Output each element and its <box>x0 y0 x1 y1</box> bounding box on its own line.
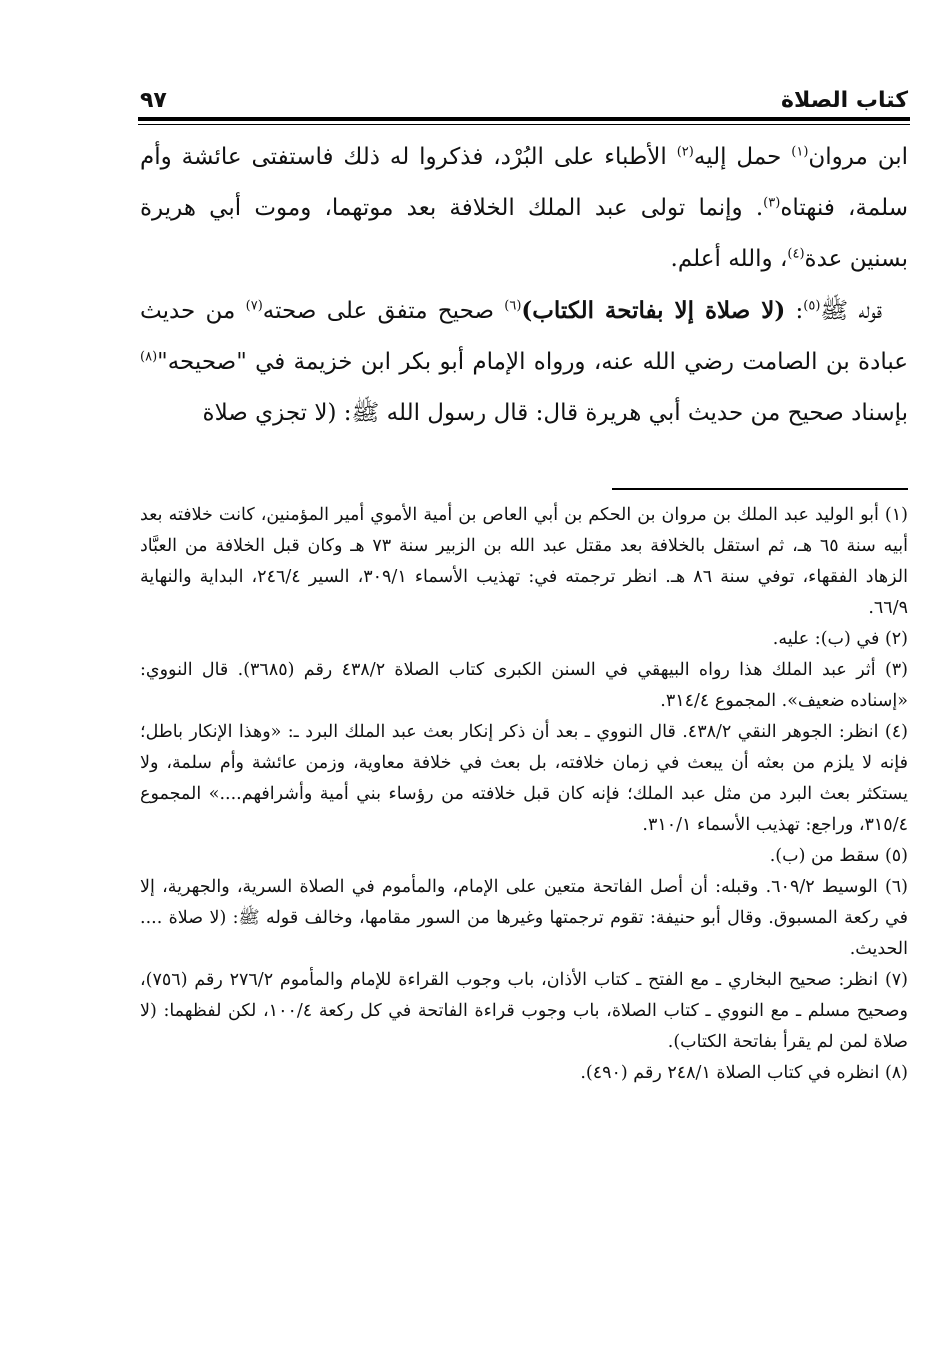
footnote-text: أبو الوليد عبد الملك بن مروان بن الحكم بن أبي العاص بن أمية الأموي أمير المؤمنين، كانت خلافته بعد أبيه سنة ٦٥ هـ، ثم استقل بالخلافة بعد مقتل عبد الله بن الزبير سنة ٧٣ هـ وكان قبل الخلافة من العبَّاد الزهاد الفقهاء، توفي سنة ٨٦ هـ. انظر ترجمته في: تهذيب الأسماء ٣٠٩/١، السير ٢٤٦/٤، البداية والنهاية ٦٦/٩. <box>140 505 908 618</box>
footnote-text: سقط من (ب). <box>769 846 880 866</box>
footnote-number: (١) <box>884 505 908 525</box>
footnote-text: انظر: الجوهر النقي ٤٣٨/٢. قال النووي ـ بعد أن ذكر إنكار بعث عبد الملك البرد ـ: «وهذا الإنكار باطل؛ فإنه لا يلزم من بعثه أن يبعث في زمان خلافته، بل بعث في خلافة معاوية، وزمن عائشة وأم سلمة، ولا يستكثر بعث البرد من مثل عبد الملك؛ فإنه كان قبل خلافته من رؤساء بني أمية وأشرافهم....» المجموع ٣١٥/٤، وراجع: تهذيب الأسماء ٣١٠/١. <box>140 722 908 835</box>
header-rule-thin <box>138 124 910 125</box>
footnote-text: الوسيط ٦٠٩/٢. وقبله: أن أصل الفاتحة متعين على الإمام، والمأموم في الصلاة السرية، والجهرية، إلا في ركعة المسبوق. وقال أبو حنيفة: تقوم ترجمتها وغيرها من السور مقامها، وخالف قوله ﷺ: (لا صلاة .... الحديث. <box>140 877 908 959</box>
text-run: . وإنما تولى عبد الملك الخلافة بعد موتهما، وموت أبي هريرة بسنين عدة <box>140 195 908 272</box>
footnote-number: (٢) <box>884 629 908 649</box>
footnote-ref-1: (١) <box>791 144 809 160</box>
running-header <box>140 86 908 116</box>
footnote-5 <box>140 841 908 872</box>
footnote-6 <box>140 872 908 965</box>
footnotes <box>140 500 908 1089</box>
text-run: قوله ﷺ <box>820 298 883 324</box>
footnote-text: انظره في كتاب الصلاة ٢٤٨/١ رقم (٤٩٠). <box>580 1063 880 1083</box>
footnote-ref-8: (٨) <box>140 349 158 365</box>
footnote-1 <box>140 500 908 624</box>
text-run: من حديث عبادة بن الصامت رضي الله عنه، ورواه الإمام أبو بكر ابن خزيمة في "صحيحه" <box>140 298 908 375</box>
text-run: صحيح متفق على صحته <box>262 298 505 324</box>
footnote-text: انظر: صحيح البخاري ـ مع الفتح ـ كتاب الأذان، باب وجوب القراءة للإمام والمأموم ٢٧٦/٢ رقم (٧٥٦)، وصحيح مسلم ـ مع النووي ـ كتاب الصلاة، باب وجوب قراءة الفاتحة في كل ركعة ١٠٠/٤، لكن لفظهما: (لا صلاة لمن لم يقرأ بفاتحة الكتاب). <box>140 970 908 1052</box>
text-run: بإسناد صحيح من حديث أبي هريرة قال: قال رسول الله ﷺ: (لا تجزي صلاة <box>202 400 908 426</box>
footnote-text: في (ب): عليه. <box>772 629 880 649</box>
footnote-ref-6: (٦) <box>504 298 522 314</box>
footnote-number: (٥) <box>884 846 908 866</box>
footnote-number: (٣) <box>884 660 908 680</box>
text-run: : <box>785 298 804 324</box>
text-run: الأطباء على البُرْد، فذكروا له ذلك فاستفتى عائشة وأم سلمة، فنهتاه <box>140 144 908 221</box>
header-rule-thick <box>138 117 910 121</box>
footnote-number: (٤) <box>884 722 908 742</box>
footnote-number: (٦) <box>884 877 908 897</box>
paragraph-2 <box>140 285 908 439</box>
footnote-separator <box>612 488 908 490</box>
footnote-ref-5: (٥) <box>803 298 821 314</box>
footnote-number: (٨) <box>884 1063 908 1083</box>
page-number: ٩٧ <box>140 88 167 113</box>
footnote-3 <box>140 655 908 717</box>
footnote-text: أثر عبد الملك هذا رواه البيهقي في السنن الكبرى كتاب الصلاة ٤٣٨/٢ رقم (٣٦٨٥). قال النووي: «إسناده ضعيف». المجموع ٣١٤/٤. <box>140 660 908 711</box>
main-text <box>140 132 908 439</box>
footnote-ref-4: (٤) <box>787 246 805 262</box>
footnote-ref-7: (٧) <box>245 298 263 314</box>
footnote-number: (٧) <box>884 970 908 990</box>
hadith-text: (لا صلاة إلا بفاتحة الكتاب) <box>521 297 786 324</box>
footnote-8 <box>140 1058 908 1089</box>
text-run: ابن مروان <box>808 144 909 170</box>
paragraph-1 <box>140 132 908 285</box>
footnote-ref-2: (٢) <box>676 144 694 160</box>
footnote-ref-3: (٣) <box>763 195 781 211</box>
footnote-4 <box>140 717 908 841</box>
footnote-2 <box>140 624 908 655</box>
text-run: ، والله أعلم. <box>670 246 788 272</box>
footnote-7 <box>140 965 908 1058</box>
chapter-title: كتاب الصلاة <box>781 88 908 113</box>
text-run: حمل إليه <box>693 144 792 170</box>
